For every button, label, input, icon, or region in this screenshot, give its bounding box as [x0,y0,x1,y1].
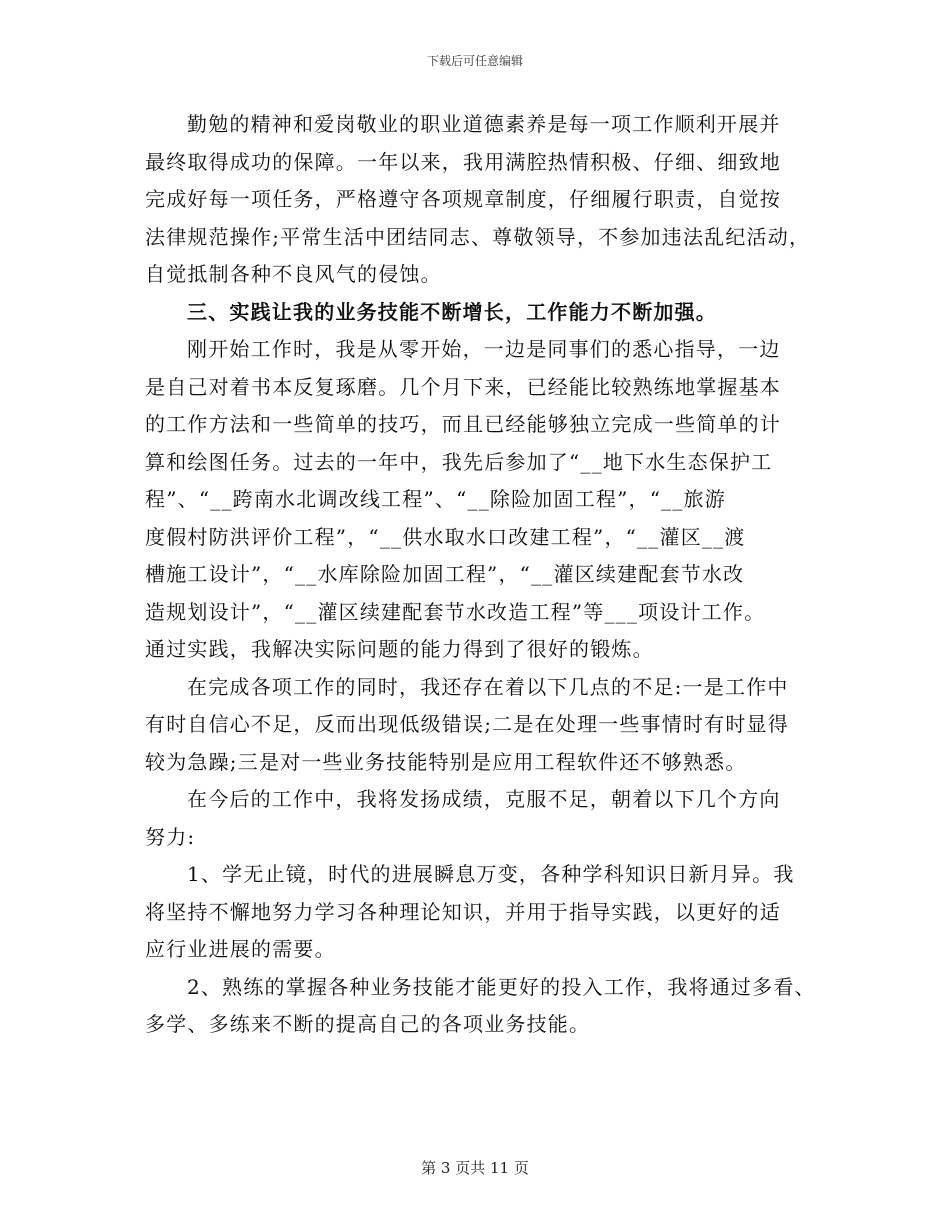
page-number: 第 3 页共 11 页 [421,1159,529,1177]
text-line: 完成好每一项任务，严格遵守各项规章制度，仔细履行职责，自觉按 [145,187,781,211]
text-line: 法律规范操作;平常生活中团结同志、尊敬领导，不参加违法乱纪活动， [145,224,811,249]
text-line: 应行业进展的需要。 [145,937,336,961]
text-line: 程”、“__跨南水北调改线工程”、“__除险加固工程”，“__旅游 [145,487,726,511]
text-line: 是自己对着书本反复琢磨。几个月下来，已经能比较熟练地掌握基本 [145,374,781,399]
text-line: 刚开始工作时，我是从零开始，一边是同事们的悉心指导，一边 [187,337,781,361]
text-line: 在完成各项工作的同时，我还存在着以下几点的不足:一是工作中 [187,674,789,699]
section-heading: 三、实践让我的业务技能不断增长，工作能力不断加强。 [187,299,717,324]
text-line: 的工作方法和一些简单的技巧，而且已经能够独立完成一些简单的计 [145,412,781,436]
text-line: 2、熟练的掌握各种业务技能才能更好的投入工作，我将通过多看、 [187,974,816,999]
text-line: 算和绘图任务。过去的一年中，我先后参加了“__地下水生态保护工 [145,449,773,474]
text-line: 多学、多练来不断的提高自己的各项业务技能。 [145,1012,591,1036]
text-line: 勤勉的精神和爱岗敬业的职业道德素养是每一项工作顺利开展并 [187,112,781,136]
text-line: 自觉抵制各种不良风气的侵蚀。 [145,262,442,286]
text-line: 通过实践，我解决实际问题的能力得到了很好的锻炼。 [145,637,654,661]
text-line: 有时自信心不足，反而出现低级错误;二是在处理一些事情时有时显得 [145,712,789,736]
text-line: 将坚持不懈地努力学习各种理论知识，并用于指导实践，以更好的适 [145,899,781,924]
text-line: 较为急躁;三是对一些业务技能特别是应用工程软件还不够熟悉。 [145,749,747,774]
text-line: 在今后的工作中，我将发扬成绩，克服不足，朝着以下几个方向 [187,787,781,811]
document-body [145,106,825,1044]
text-line: 最终取得成功的保障。一年以来，我用满腔热情积极、仔细、细致地 [145,149,781,174]
page-header-note: 下载后可任意编辑 [426,54,523,68]
text-line: 造规划设计”，“__灌区续建配套节水改造工程”等___项设计工作。 [145,599,766,624]
text-line: 度假村防洪评价工程”，“__供水取水口改建工程”，“__灌区__渡 [145,524,746,549]
text-line: 1、学无止镜，时代的进展瞬息万变，各种学科知识日新月异。我 [187,862,795,886]
text-line: 努力: [145,824,196,849]
text-line: 槽施工设计”，“__水库除险加固工程”，“__灌区续建配套节水改 [145,562,745,586]
